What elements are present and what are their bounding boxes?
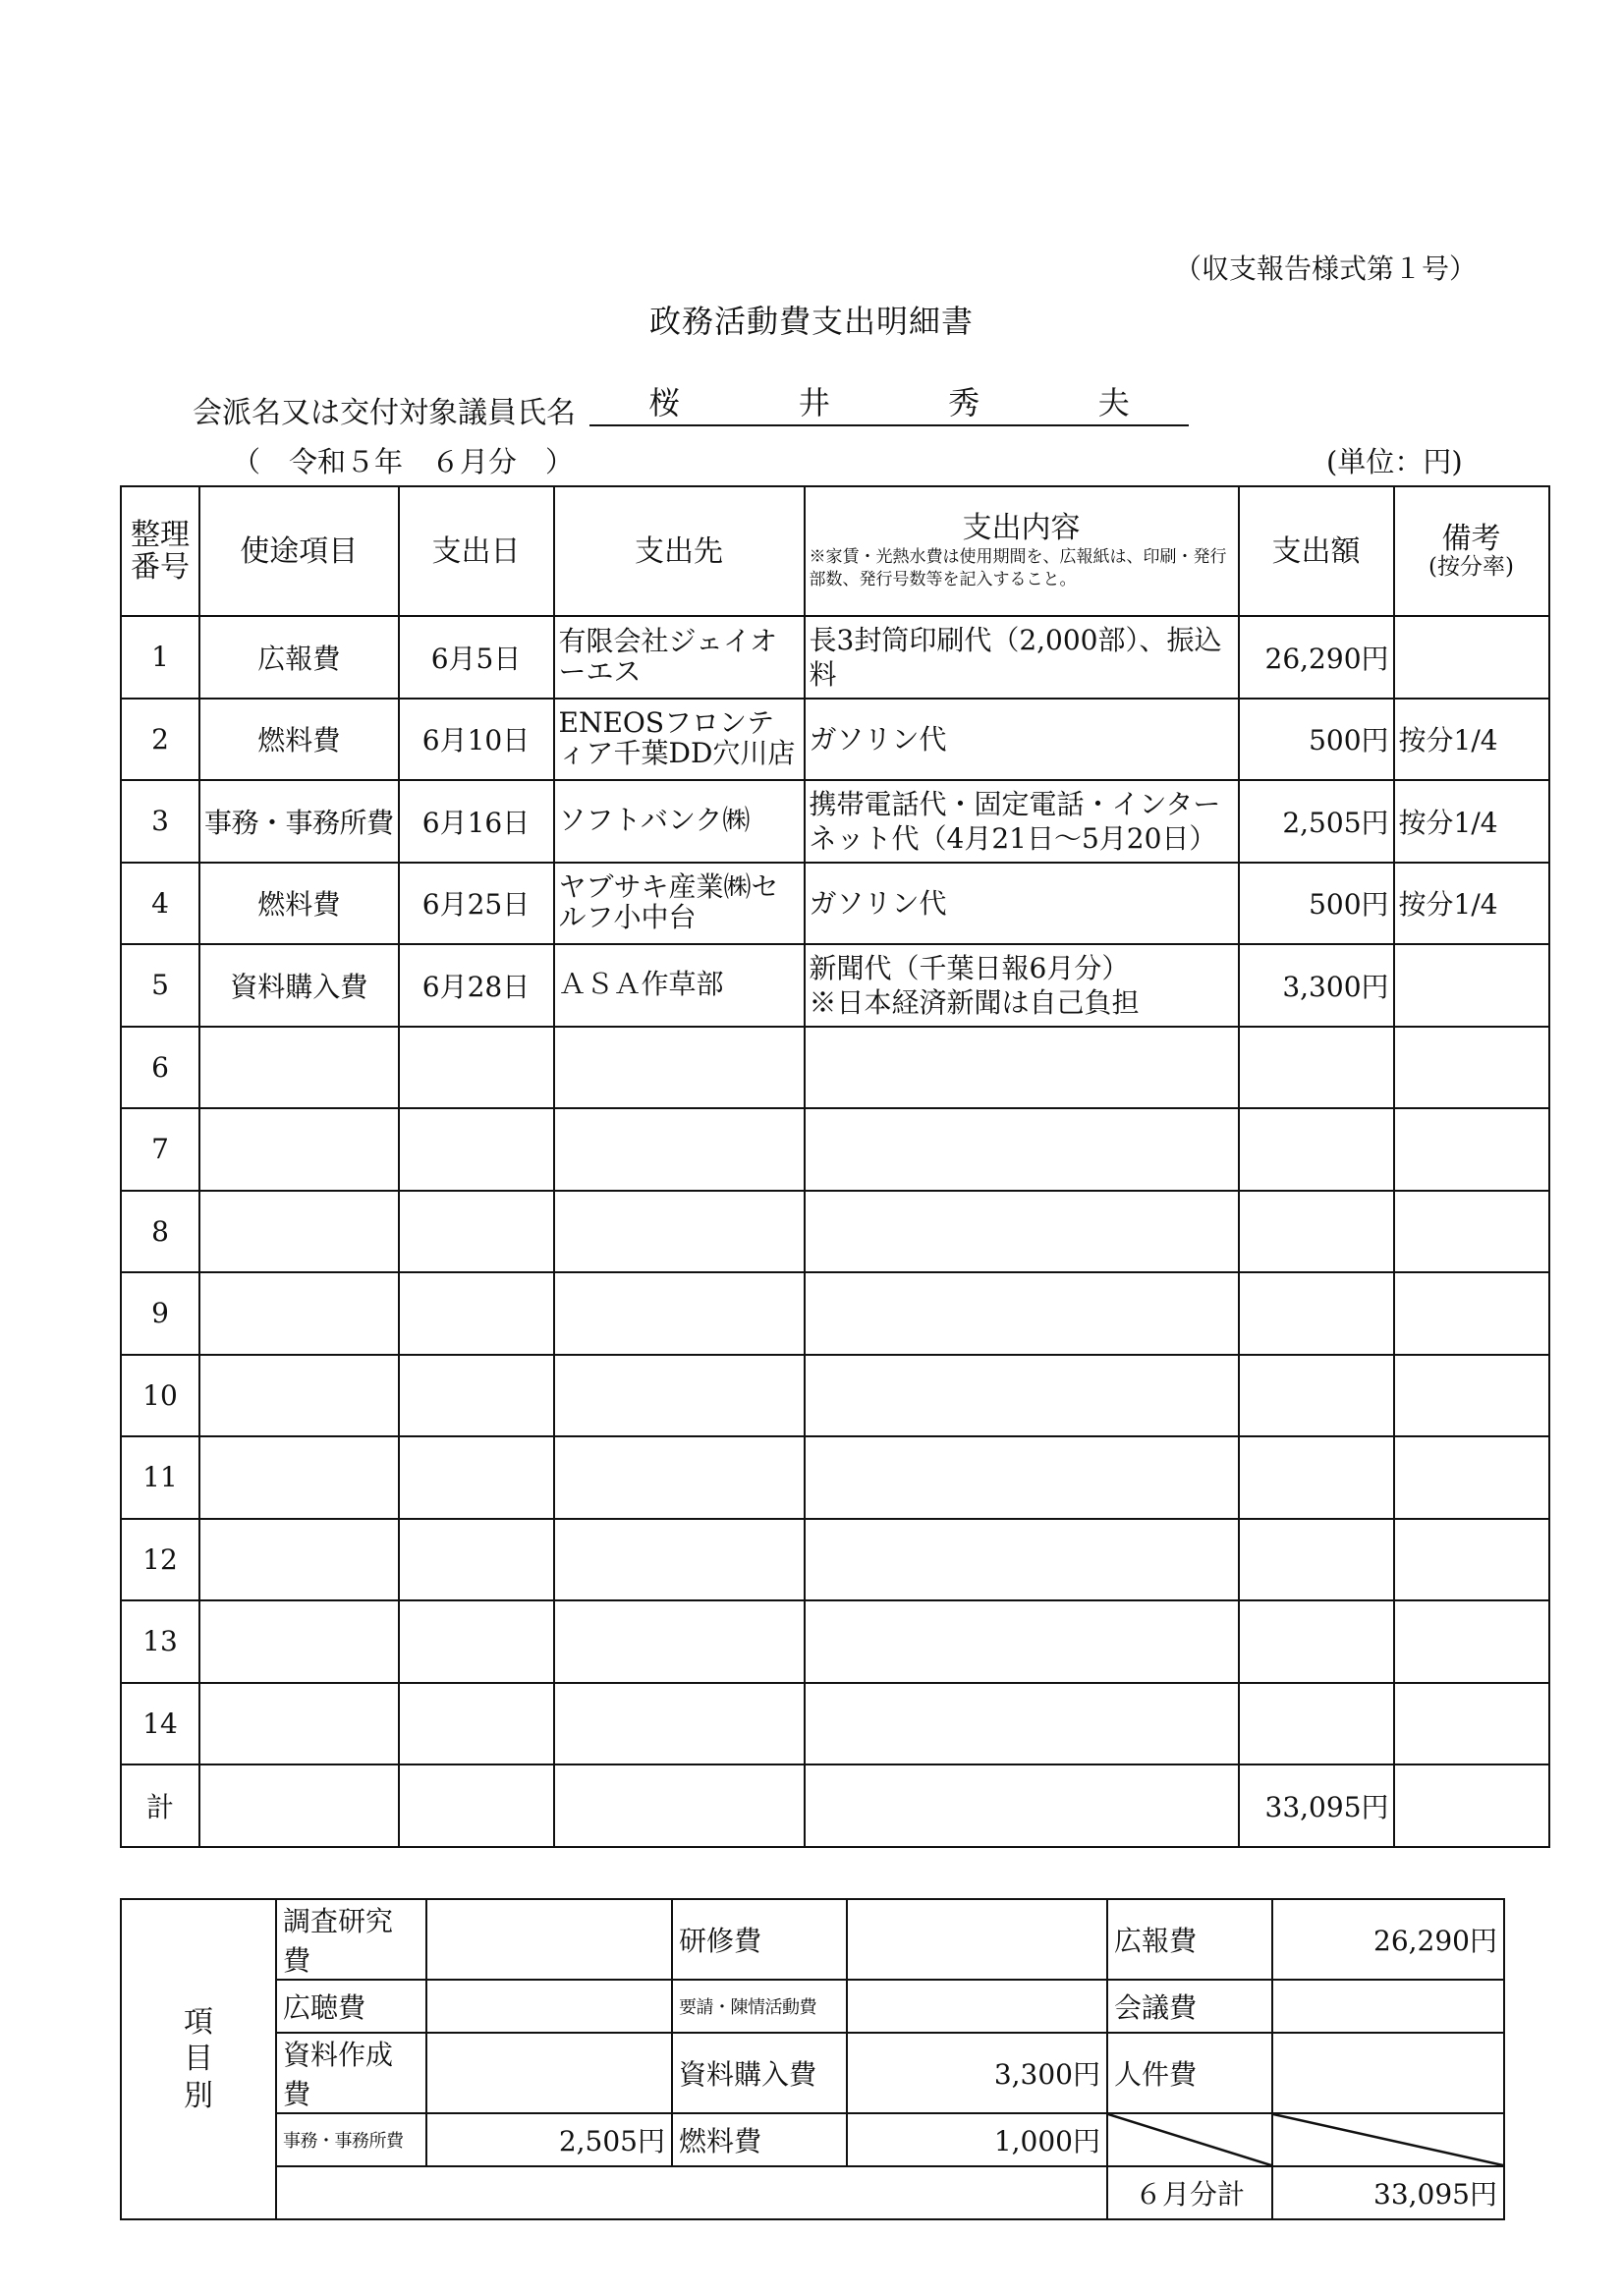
row-amount: 500円 (1239, 699, 1394, 781)
summary-label: 要請・陳情活動費 (672, 1980, 847, 2033)
row-content: 携帯電話代・固定電話・インターネット代（4月21日～5月20日） (805, 780, 1239, 863)
row-no: 1 (121, 616, 199, 699)
row-no: 12 (121, 1519, 199, 1601)
summary-row (121, 2113, 1504, 2166)
summary-side-label: 項 目 別 (121, 1899, 276, 2219)
member-name-char: 桜 (648, 384, 681, 421)
row-content (805, 944, 1239, 1027)
row-content: ガソリン代 (805, 699, 1239, 781)
row-no: 11 (121, 1436, 199, 1519)
summary-row (121, 1980, 1504, 2033)
row-payee: ＡＳＡ作草部 (554, 944, 805, 1027)
form-number: （収支報告様式第１号） (1174, 252, 1478, 285)
summary-value: 1,000円 (847, 2113, 1107, 2166)
summary-label: 会議費 (1107, 1980, 1272, 2033)
header-content-note: ※家賃・光熱水費は使用期間を、広報紙は、印刷・発行部数、発行号数等を記入すること。 (809, 547, 1227, 589)
row-remarks (1394, 616, 1549, 699)
row-remarks (1394, 944, 1549, 1027)
row-content: ガソリン代 (805, 863, 1239, 945)
header-remarks-title: 備考 (1441, 521, 1501, 556)
row-amount: 500円 (1239, 863, 1394, 945)
row-no: 9 (121, 1272, 199, 1355)
unit-label: (単位：円) (1326, 445, 1463, 478)
table-row (121, 1108, 1549, 1191)
row-remarks: 按分1/4 (1394, 780, 1549, 863)
row-amount: 26,290円 (1239, 616, 1394, 699)
table-row (121, 780, 1549, 863)
summary-value (426, 1980, 672, 2033)
header-remarks-sub: (按分率) (1428, 553, 1514, 580)
header-date: 支出日 (399, 486, 554, 616)
header-payee: 支出先 (554, 486, 805, 616)
summary-struck-cell (1272, 2113, 1504, 2166)
summary-label: 資料購入費 (672, 2033, 847, 2113)
summary-total-label: ６月分計 (1107, 2166, 1272, 2219)
total-label: 計 (121, 1764, 199, 1847)
row-no: 13 (121, 1600, 199, 1683)
row-no: 7 (121, 1108, 199, 1191)
summary-value (1272, 1980, 1504, 2033)
summary-value (1272, 2033, 1504, 2113)
row-no: 5 (121, 944, 199, 1027)
row-date: 6月5日 (399, 616, 554, 699)
summary-value (426, 1899, 672, 1980)
header-amount: 支出額 (1239, 486, 1394, 616)
member-label: 会派名又は交付対象議員氏名 (193, 396, 576, 430)
summary-label: 人件費 (1107, 2033, 1272, 2113)
table-row (121, 699, 1549, 781)
total-row (121, 1764, 1549, 1847)
summary-total-value: 33,095円 (1272, 2166, 1504, 2219)
summary-value (847, 1980, 1107, 2033)
row-content-line: 新聞代（千葉日報6月分） (809, 951, 1130, 984)
row-date: 6月16日 (399, 780, 554, 863)
table-row (121, 1355, 1549, 1437)
summary-value: 3,300円 (847, 2033, 1107, 2113)
row-usage: 燃料費 (199, 863, 399, 945)
table-row (121, 616, 1549, 699)
expense-table (120, 485, 1550, 1848)
row-no: 14 (121, 1683, 199, 1765)
period: （ 令和５年 ６月分 ） (232, 445, 575, 478)
member-name-char: 井 (798, 384, 830, 421)
document-title: 政務活動費支出明細書 (648, 303, 974, 340)
table-row (121, 944, 1549, 1027)
row-payee: ヤブサキ産業㈱セルフ小中台 (554, 863, 805, 945)
header-no: 整理番号 (121, 486, 199, 616)
member-name-char: 秀 (948, 384, 980, 421)
row-usage: 資料購入費 (199, 944, 399, 1027)
summary-label: 事務・事務所費 (276, 2113, 426, 2166)
row-payee: 有限会社ジェイオーエス (554, 616, 805, 699)
table-row (121, 1027, 1549, 1109)
summary-label: 調査研究費 (276, 1899, 426, 1980)
header-remarks (1394, 486, 1549, 616)
table-row (121, 1519, 1549, 1601)
summary-value: 2,505円 (426, 2113, 672, 2166)
table-row (121, 1436, 1549, 1519)
summary-value (426, 2033, 672, 2113)
row-amount: 3,300円 (1239, 944, 1394, 1027)
summary-row (121, 1899, 1504, 1980)
summary-label: 燃料費 (672, 2113, 847, 2166)
row-date: 6月10日 (399, 699, 554, 781)
summary-label: 資料作成費 (276, 2033, 426, 2113)
summary-label: 広報費 (1107, 1899, 1272, 1980)
summary-value (847, 1899, 1107, 1980)
row-usage: 事務・事務所費 (199, 780, 399, 863)
table-header-row (121, 486, 1549, 616)
summary-label: 広聴費 (276, 1980, 426, 2033)
row-usage: 広報費 (199, 616, 399, 699)
summary-row (121, 2033, 1504, 2113)
table-row (121, 1191, 1549, 1273)
header-content-title: 支出内容 (962, 511, 1081, 546)
member-name-char: 夫 (1097, 384, 1130, 421)
row-no: 8 (121, 1191, 199, 1273)
row-payee: ENEOSフロンティア千葉DD穴川店 (554, 699, 805, 781)
total-amount: 33,095円 (1239, 1764, 1394, 1847)
table-row (121, 863, 1549, 945)
row-no: 2 (121, 699, 199, 781)
summary-label: 研修費 (672, 1899, 847, 1980)
row-date: 6月28日 (399, 944, 554, 1027)
table-row (121, 1272, 1549, 1355)
row-date: 6月25日 (399, 863, 554, 945)
summary-blank (276, 2166, 1107, 2219)
summary-row (121, 2166, 1504, 2219)
row-content: 長3封筒印刷代（2,000部）、振込料 (805, 616, 1239, 699)
category-summary-table (120, 1898, 1505, 2220)
row-remarks: 按分1/4 (1394, 863, 1549, 945)
row-no: 6 (121, 1027, 199, 1109)
header-usage: 使途項目 (199, 486, 399, 616)
summary-struck-cell (1107, 2113, 1272, 2166)
row-remarks: 按分1/4 (1394, 699, 1549, 781)
row-usage: 燃料費 (199, 699, 399, 781)
table-row (121, 1600, 1549, 1683)
row-no: 4 (121, 863, 199, 945)
header-content (805, 486, 1239, 616)
row-payee: ソフトバンク㈱ (554, 780, 805, 863)
row-amount: 2,505円 (1239, 780, 1394, 863)
row-content-note: ※日本経済新聞は自己負担 (809, 985, 1140, 1019)
member-name (589, 381, 1189, 426)
row-no: 10 (121, 1355, 199, 1437)
table-row (121, 1683, 1549, 1765)
summary-value: 26,290円 (1272, 1899, 1504, 1980)
row-no: 3 (121, 780, 199, 863)
